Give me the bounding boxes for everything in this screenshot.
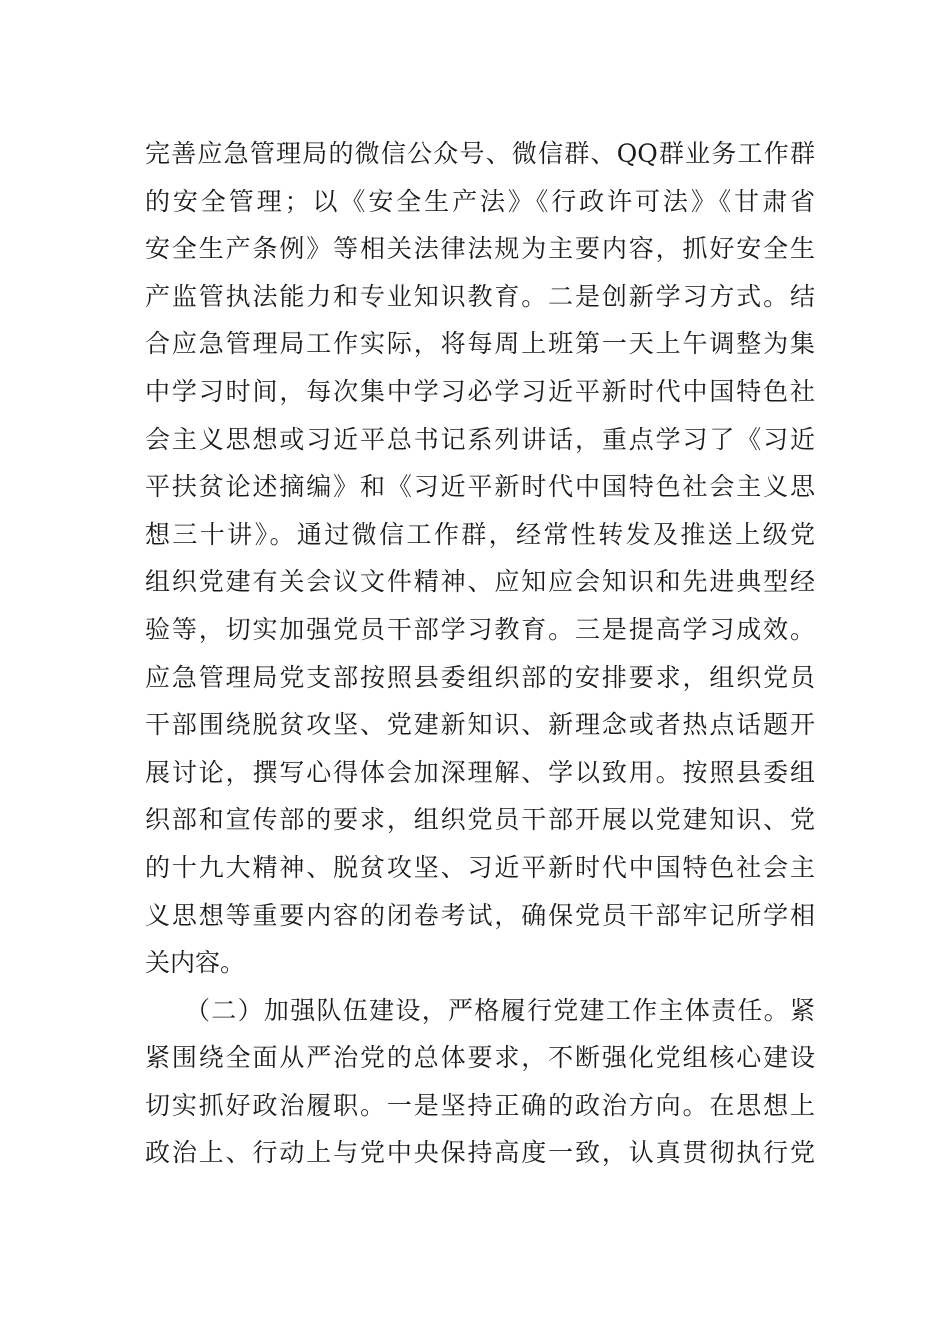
text-line: 会主义思想或习近平总书记系列讲话，重点学习了《习近 [145, 424, 815, 454]
text-line: 干部围绕脱贫攻坚、党建新知识、新理念或者热点话题开 [145, 710, 815, 740]
text-line: 的十九大精神、脱贫攻坚、习近平新时代中国特色社会主 [145, 852, 815, 882]
text-line: 应急管理局党支部按照县委组织部的安排要求，组织党员 [145, 662, 815, 692]
text-line: 完善应急管理局的微信公众号、微信群、QQ群业务工作群 [145, 139, 815, 168]
text-line: 义思想等重要内容的闭卷考试，确保党员干部牢记所学相 [145, 900, 815, 930]
text-line: 切实抓好政治履职。一是坚持正确的政治方向。在思想上 [145, 1090, 815, 1120]
text-line: 织部和宣传部的要求，组织党员干部开展以党建知识、党 [145, 805, 815, 835]
text-line: 政治上、行动上与党中央保持高度一致，认真贯彻执行党 [145, 1138, 815, 1168]
text-line: 中学习时间，每次集中学习必学习近平新时代中国特色社 [145, 376, 815, 406]
text-line: 紧围绕全面从严治党的总体要求，不断强化党组核心建设 [145, 1043, 815, 1073]
section-heading-line: （二）加强队伍建设，严格履行党建工作主体责任。紧 [185, 995, 815, 1025]
text-line-paragraph-end: 关内容。 [145, 948, 246, 978]
text-line: 合应急管理局工作实际，将每周上班第一天上午调整为集 [145, 329, 815, 359]
text-line: 组织党建有关会议文件精神、应知应会知识和先进典型经 [145, 567, 815, 597]
text-line: 的安全管理；以《安全生产法》《行政许可法》《甘肃省 [145, 186, 815, 216]
body-text [145, 130, 815, 1177]
text-line: 安全生产条例》等相关法律法规为主要内容，抓好安全生 [145, 234, 815, 264]
text-line: 产监管执法能力和专业知识教育。二是创新学习方式。结 [145, 281, 815, 311]
text-line: 展讨论，撰写心得体会加深理解、学以致用。按照县委组 [145, 757, 815, 787]
text-line: 想三十讲》。通过微信工作群，经常性转发及推送上级党 [145, 519, 815, 549]
text-line: 平扶贫论述摘编》和《习近平新时代中国特色社会主义思 [145, 472, 815, 502]
text-line: 验等，切实加强党员干部学习教育。三是提高学习成效。 [145, 614, 815, 644]
